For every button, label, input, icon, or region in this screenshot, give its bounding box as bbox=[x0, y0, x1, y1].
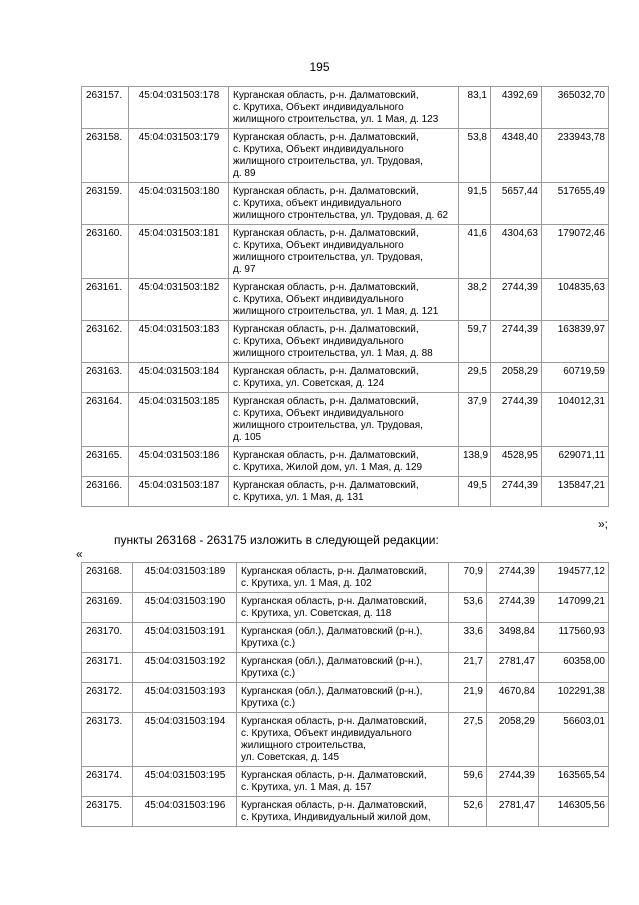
address-line: Курганская область, р-н. Далматовский, bbox=[241, 716, 427, 727]
address-line: д. 89 bbox=[233, 168, 256, 179]
table-row bbox=[82, 623, 609, 653]
unit-price-cell: 2744,39 bbox=[487, 593, 539, 623]
item-number-cell: 263172. bbox=[82, 683, 133, 713]
cadastral-value-cell: 102291,38 bbox=[539, 683, 609, 713]
area-cell: 59,7 bbox=[459, 321, 491, 363]
address-line: с. Крутиха, Жилой дом, ул. 1 Мая, д. 129 bbox=[233, 462, 423, 473]
address-line: Крутиха (с.) bbox=[241, 698, 296, 709]
address-line: Крутиха (с.) bbox=[241, 668, 296, 679]
unit-price-cell: 4304,63 bbox=[491, 225, 542, 279]
area-cell: 70,9 bbox=[449, 563, 487, 593]
address-line: д. 105 bbox=[233, 432, 262, 443]
item-number-cell: 263158. bbox=[82, 129, 129, 183]
opening-quote: « bbox=[76, 547, 83, 561]
address-line: Курганская (обл.), Далматовский (р-н.), bbox=[241, 686, 423, 697]
address-line: жилищного строительства, ул. Трудовая, bbox=[233, 420, 423, 431]
cadastral-number-cell: 45:04:031503:186 bbox=[129, 447, 229, 477]
area-cell: 53,8 bbox=[459, 129, 491, 183]
cadastral-number-cell: 45:04:031503:182 bbox=[129, 279, 229, 321]
address-line: Курганская (обл.), Далматовский (р-н.), bbox=[241, 656, 423, 667]
cadastral-value-cell: 163565,54 bbox=[539, 767, 609, 797]
cadastral-value-cell: 629071,11 bbox=[542, 447, 609, 477]
item-number-cell: 263163. bbox=[82, 363, 129, 393]
address-line: Курганская область, р-н. Далматовский, bbox=[241, 566, 427, 577]
address-line: с. Крутиха, ул. Советская, д. 124 bbox=[233, 378, 385, 389]
table-row bbox=[82, 563, 609, 593]
address-cell bbox=[237, 623, 449, 653]
address-line: ул. Советская, д. 145 bbox=[241, 752, 340, 763]
address-line: жилищного строительства, bbox=[241, 740, 366, 751]
area-cell: 27,5 bbox=[449, 713, 487, 767]
address-line: Курганская область, р-н. Далматовский, bbox=[233, 228, 419, 239]
cadastral-value-cell: 517655,49 bbox=[542, 183, 609, 225]
unit-price-cell: 2744,39 bbox=[491, 279, 542, 321]
table-row bbox=[82, 593, 609, 623]
address-line: Курганская область, р-н. Далматовский, bbox=[233, 282, 419, 293]
cadastral-number-cell: 45:04:031503:191 bbox=[133, 623, 237, 653]
address-line: с. Крутиха, Объект индивидуального bbox=[233, 240, 404, 251]
unit-price-cell: 5657,44 bbox=[491, 183, 542, 225]
unit-price-cell: 2744,39 bbox=[491, 477, 542, 507]
address-line: с. Крутиха, ул. 1 Мая, д. 131 bbox=[233, 492, 364, 503]
address-cell bbox=[229, 225, 459, 279]
table-row bbox=[82, 363, 609, 393]
property-table-1 bbox=[81, 86, 609, 507]
cadastral-number-cell: 45:04:031503:195 bbox=[133, 767, 237, 797]
address-cell bbox=[237, 797, 449, 827]
address-cell bbox=[229, 447, 459, 477]
unit-price-cell: 4528,95 bbox=[491, 447, 542, 477]
address-cell bbox=[229, 321, 459, 363]
address-line: Курганская область, р-н. Далматовский, bbox=[233, 366, 419, 377]
address-line: с. Крутиха, Объект индивидуального bbox=[233, 408, 404, 419]
cadastral-value-cell: 135847,21 bbox=[542, 477, 609, 507]
address-cell bbox=[237, 713, 449, 767]
cadastral-number-cell: 45:04:031503:187 bbox=[129, 477, 229, 507]
unit-price-cell: 2058,29 bbox=[491, 363, 542, 393]
address-line: с. Крутиха, Объект индивидуального bbox=[233, 294, 404, 305]
address-line: с. Крутиха, ул. Советская, д. 118 bbox=[241, 608, 392, 619]
address-line: с. Крутиха, Объект индивидуального bbox=[233, 102, 404, 113]
address-line: Курганская область, р-н. Далматовский, bbox=[233, 396, 419, 407]
table-row bbox=[82, 321, 609, 363]
address-line: Курганская область, р-н. Далматовский, bbox=[233, 186, 419, 197]
address-cell bbox=[229, 183, 459, 225]
area-cell: 91,5 bbox=[459, 183, 491, 225]
address-cell bbox=[229, 129, 459, 183]
address-line: жилищного строительства, ул. Трудовая, bbox=[233, 252, 423, 263]
address-line: жилищного строительства, ул. 1 Мая, д. 88 bbox=[233, 348, 433, 359]
item-number-cell: 263166. bbox=[82, 477, 129, 507]
address-cell bbox=[237, 767, 449, 797]
address-line: с. Крутиха, Объект индивидуального bbox=[241, 728, 412, 739]
area-cell: 49,5 bbox=[459, 477, 491, 507]
address-cell bbox=[229, 279, 459, 321]
address-line: Курганская область, р-н. Далматовский, bbox=[233, 324, 419, 335]
area-cell: 59,6 bbox=[449, 767, 487, 797]
cadastral-value-cell: 163839,97 bbox=[542, 321, 609, 363]
table-row bbox=[82, 767, 609, 797]
item-number-cell: 263165. bbox=[82, 447, 129, 477]
area-cell: 29,5 bbox=[459, 363, 491, 393]
address-line: жилищного стронтельства, ул. Трудовая, д. 62 bbox=[233, 210, 449, 221]
area-cell: 138,9 bbox=[459, 447, 491, 477]
item-number-cell: 263173. bbox=[82, 713, 133, 767]
address-line: Курганская область, р-н. Далматовский, bbox=[233, 132, 419, 143]
unit-price-cell: 4348,40 bbox=[491, 129, 542, 183]
unit-price-cell: 2744,39 bbox=[491, 321, 542, 363]
address-cell bbox=[237, 593, 449, 623]
page-number: 195 bbox=[309, 60, 330, 74]
cadastral-value-cell: 194577,12 bbox=[539, 563, 609, 593]
cadastral-value-cell: 179072,46 bbox=[542, 225, 609, 279]
address-line: с. Крутиха, Индивидуальный жилой дом, bbox=[241, 812, 431, 823]
address-line: Курганская область, р-н. Далматовский, bbox=[241, 770, 427, 781]
address-cell bbox=[237, 683, 449, 713]
address-line: жилищного строительства, ул. 1 Мая, д. 123 bbox=[233, 114, 439, 125]
area-cell: 21,7 bbox=[449, 653, 487, 683]
property-table-2 bbox=[81, 562, 609, 827]
cadastral-number-cell: 45:04:031503:189 bbox=[133, 563, 237, 593]
unit-price-cell: 4670,84 bbox=[487, 683, 539, 713]
unit-price-cell: 2781,47 bbox=[487, 653, 539, 683]
area-cell: 52,6 bbox=[449, 797, 487, 827]
address-cell bbox=[229, 363, 459, 393]
item-number-cell: 263174. bbox=[82, 767, 133, 797]
amendment-instruction: пункты 263168 - 263175 изложить в следующей редакции: bbox=[114, 533, 439, 547]
cadastral-number-cell: 45:04:031503:185 bbox=[129, 393, 229, 447]
table-row bbox=[82, 653, 609, 683]
unit-price-cell: 2744,39 bbox=[487, 767, 539, 797]
item-number-cell: 263162. bbox=[82, 321, 129, 363]
cadastral-value-cell: 56603,01 bbox=[539, 713, 609, 767]
item-number-cell: 263161. bbox=[82, 279, 129, 321]
table-row bbox=[82, 87, 609, 129]
address-line: Курганская область, р-н. Далматовский, bbox=[233, 480, 419, 491]
cadastral-value-cell: 365032,70 bbox=[542, 87, 609, 129]
cadastral-number-cell: 45:04:031503:184 bbox=[129, 363, 229, 393]
cadastral-number-cell: 45:04:031503:180 bbox=[129, 183, 229, 225]
address-line: с. Крутиха, Объект индивидуального bbox=[233, 144, 404, 155]
cadastral-value-cell: 104835,63 bbox=[542, 279, 609, 321]
unit-price-cell: 2781,47 bbox=[487, 797, 539, 827]
cadastral-value-cell: 147099,21 bbox=[539, 593, 609, 623]
item-number-cell: 263171. bbox=[82, 653, 133, 683]
address-line: Курганская область, р-н. Далматовский, bbox=[233, 450, 419, 461]
cadastral-value-cell: 60719,59 bbox=[542, 363, 609, 393]
address-line: Курганская область, р-н. Далматовский, bbox=[241, 800, 427, 811]
cadastral-value-cell: 60358,00 bbox=[539, 653, 609, 683]
area-cell: 41,6 bbox=[459, 225, 491, 279]
address-cell bbox=[229, 477, 459, 507]
closing-quote: »; bbox=[597, 517, 608, 531]
cadastral-number-cell: 45:04:031503:193 bbox=[133, 683, 237, 713]
table-row bbox=[82, 393, 609, 447]
address-line: с. Крутиха, ул. 1 Мая, д. 157 bbox=[241, 782, 372, 793]
address-line: жилищного строительства, ул. 1 Мая, д. 121 bbox=[233, 306, 439, 317]
table-row bbox=[82, 477, 609, 507]
address-line: с. Крутиха, объект индивидуального bbox=[233, 198, 402, 209]
address-line: жилищного строительства, ул. Трудовая, bbox=[233, 156, 423, 167]
address-cell bbox=[237, 563, 449, 593]
cadastral-value-cell: 117560,93 bbox=[539, 623, 609, 653]
table-row bbox=[82, 129, 609, 183]
cadastral-value-cell: 233943,78 bbox=[542, 129, 609, 183]
cadastral-number-cell: 45:04:031503:194 bbox=[133, 713, 237, 767]
cadastral-number-cell: 45:04:031503:190 bbox=[133, 593, 237, 623]
address-line: Курганская область, р-н. Далматовский, bbox=[241, 596, 427, 607]
address-cell bbox=[229, 393, 459, 447]
address-line: с. Крутиха, ул. 1 Мая, д. 102 bbox=[241, 578, 372, 589]
item-number-cell: 263175. bbox=[82, 797, 133, 827]
address-cell bbox=[229, 87, 459, 129]
cadastral-number-cell: 45:04:031503:183 bbox=[129, 321, 229, 363]
area-cell: 21,9 bbox=[449, 683, 487, 713]
table-row bbox=[82, 683, 609, 713]
unit-price-cell: 4392,69 bbox=[491, 87, 542, 129]
cadastral-value-cell: 104012,31 bbox=[542, 393, 609, 447]
table-row bbox=[82, 279, 609, 321]
address-line: с. Крутиха, Объект индивидуального bbox=[233, 336, 404, 347]
address-line: Курганская область, р-н. Далматовский, bbox=[233, 90, 419, 101]
unit-price-cell: 3498,84 bbox=[487, 623, 539, 653]
item-number-cell: 263160. bbox=[82, 225, 129, 279]
area-cell: 33,6 bbox=[449, 623, 487, 653]
table-row bbox=[82, 183, 609, 225]
area-cell: 83,1 bbox=[459, 87, 491, 129]
cadastral-number-cell: 45:04:031503:178 bbox=[129, 87, 229, 129]
cadastral-number-cell: 45:04:031503:179 bbox=[129, 129, 229, 183]
item-number-cell: 263169. bbox=[82, 593, 133, 623]
table-row bbox=[82, 447, 609, 477]
item-number-cell: 263170. bbox=[82, 623, 133, 653]
table-row bbox=[82, 225, 609, 279]
item-number-cell: 263168. bbox=[82, 563, 133, 593]
cadastral-value-cell: 146305,56 bbox=[539, 797, 609, 827]
cadastral-number-cell: 45:04:031503:196 bbox=[133, 797, 237, 827]
cadastral-number-cell: 45:04:031503:192 bbox=[133, 653, 237, 683]
area-cell: 38,2 bbox=[459, 279, 491, 321]
area-cell: 37,9 bbox=[459, 393, 491, 447]
table-row bbox=[82, 797, 609, 827]
table-row bbox=[82, 713, 609, 767]
address-line: Курганская (обл.), Далматовский (р-н.), bbox=[241, 626, 423, 637]
unit-price-cell: 2744,39 bbox=[487, 563, 539, 593]
address-cell bbox=[237, 653, 449, 683]
area-cell: 53,6 bbox=[449, 593, 487, 623]
item-number-cell: 263164. bbox=[82, 393, 129, 447]
unit-price-cell: 2744,39 bbox=[491, 393, 542, 447]
address-line: Крутиха (с.) bbox=[241, 638, 296, 649]
cadastral-number-cell: 45:04:031503:181 bbox=[129, 225, 229, 279]
item-number-cell: 263157. bbox=[82, 87, 129, 129]
unit-price-cell: 2058,29 bbox=[487, 713, 539, 767]
address-line: д. 97 bbox=[233, 264, 256, 275]
item-number-cell: 263159. bbox=[82, 183, 129, 225]
